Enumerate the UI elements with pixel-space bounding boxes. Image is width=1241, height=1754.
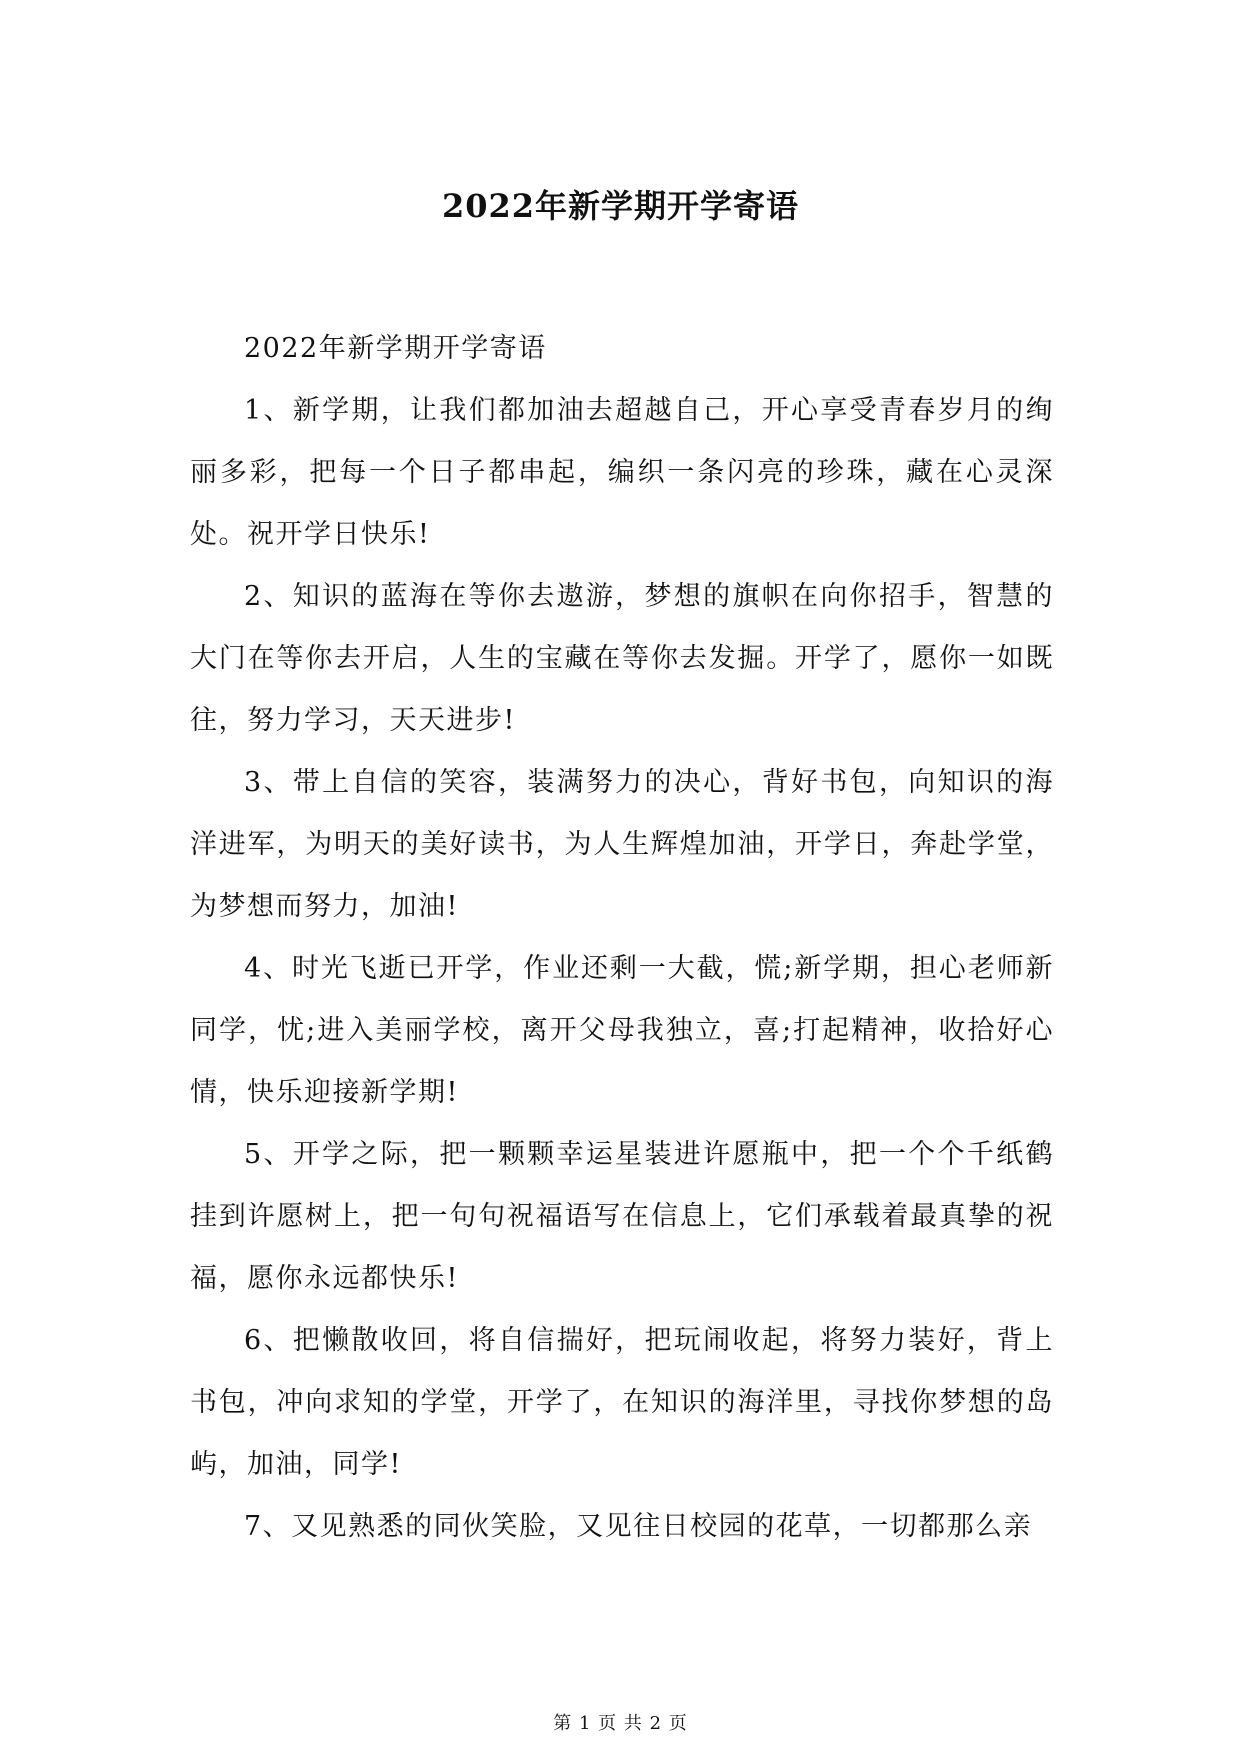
paragraph-item-3: 3、带上自信的笑容，装满努力的决心，背好书包，向知识的海洋进军，为明天的美好读书，为人生辉煌加油，开学日，奔赴学堂，为梦想而努力，加油! <box>190 767 1054 922</box>
paragraph-subtitle: 2022年新学期开学寄语 <box>244 333 547 364</box>
paragraph-item-5: 5、开学之际，把一颗颗幸运星装进许愿瓶中，把一个个千纸鹤挂到许愿树上，把一句句祝福语写在信息上，它们承载着最真挚的祝福，愿你永远都快乐! <box>190 1139 1054 1294</box>
document-title: 2022年新学期开学寄语 <box>441 187 800 225</box>
paragraph-item-1: 1、新学期，让我们都加油去超越自己，开心享受青春岁月的绚丽多彩，把每一个日子都串起，编织一条闪亮的珍珠，藏在心灵深处。祝开学日快乐! <box>190 395 1054 550</box>
paragraph-item-4: 4、时光飞逝已开学，作业还剩一大截，慌;新学期，担心老师新同学，忧;进入美丽学校，离开父母我独立，喜;打起精神，收拾好心情，快乐迎接新学期! <box>190 953 1054 1108</box>
paragraph-item-2: 2、知识的蓝海在等你去遨游，梦想的旗帜在向你招手，智慧的大门在等你去开启，人生的宝藏在等你去发掘。开学了，愿你一如既往，努力学习，天天进步! <box>190 581 1054 736</box>
paragraph-item-7: 7、又见熟悉的同伙笑脸，又见往日校园的花草，一切都那么亲 <box>244 1511 1033 1542</box>
paragraph-item-6: 6、把懒散收回，将自信揣好，把玩闹收起，将努力装好，背上书包，冲向求知的学堂，开学了，在知识的海洋里，寻找你梦想的岛屿，加油，同学! <box>190 1325 1054 1480</box>
document-body <box>190 318 1054 1558</box>
page-number-footer: 第 1 页 共 2 页 <box>553 1713 688 1734</box>
